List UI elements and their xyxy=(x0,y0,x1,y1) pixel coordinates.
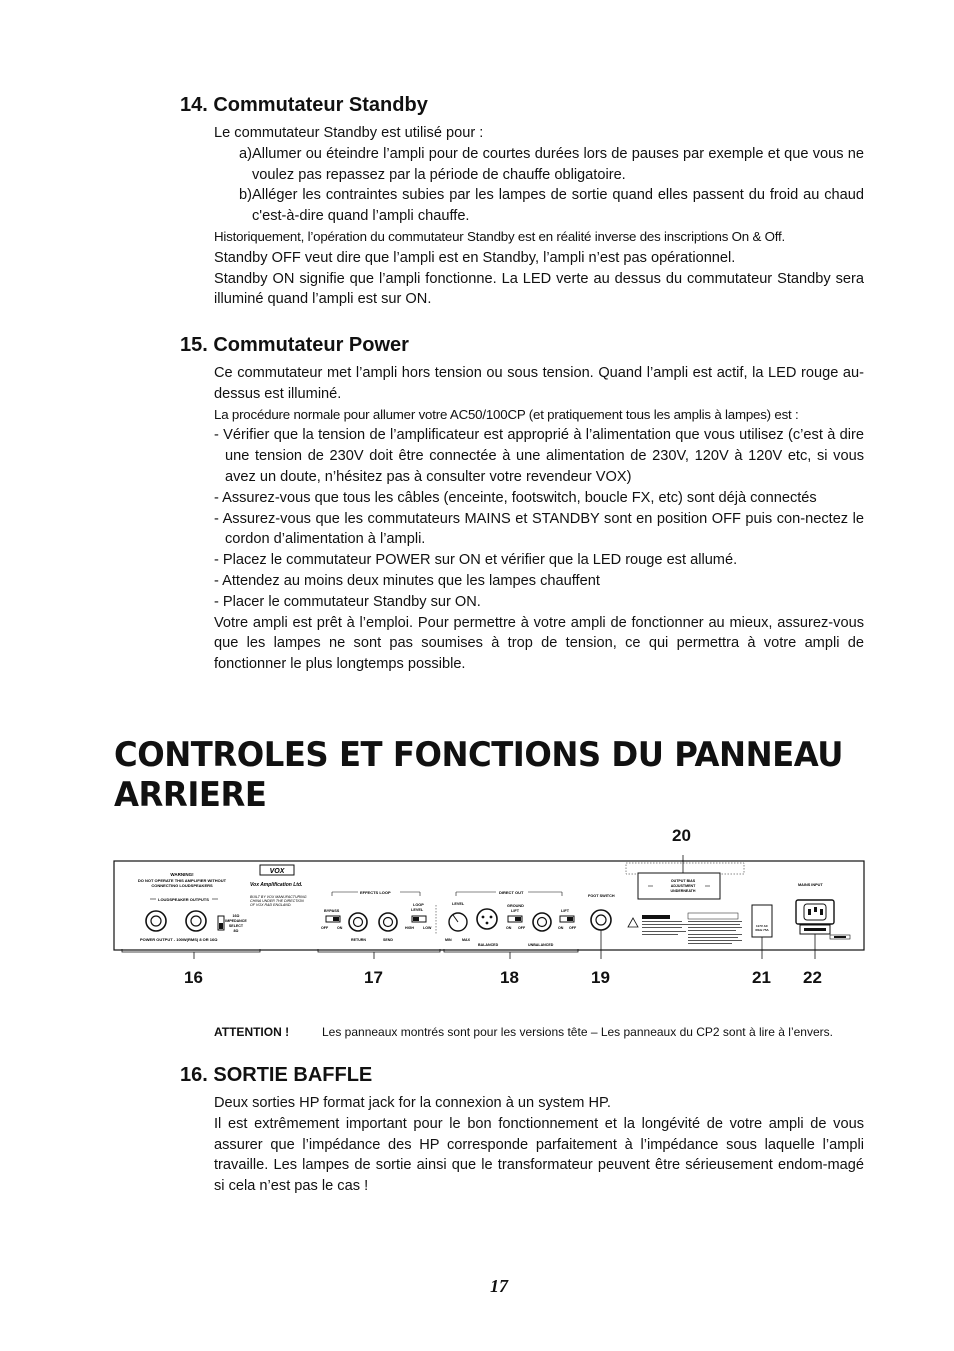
voltage-plate xyxy=(752,905,772,937)
footswitch-jack-icon[interactable] xyxy=(591,910,611,930)
attention-text: Les panneaux montrés sont pour les versions tête – Les panneaux du CP2 sont à lire à l’envers. xyxy=(322,1025,833,1039)
off-label: OFF xyxy=(518,926,526,930)
section-16-title: 16. SORTIE BAFFLE xyxy=(180,1064,373,1086)
on-label: ON xyxy=(506,926,512,930)
warning-line: DO NOT OPERATE THIS AMPLIFIER WITHOUT xyxy=(137,878,227,883)
return-jack-icon[interactable] xyxy=(349,913,367,931)
max-label: MAX xyxy=(462,938,470,942)
procedure-step: - Assurez-vous que tous les câbles (enceinte, footswitch, boucle FX, etc) sont déjà connectés xyxy=(214,489,817,506)
procedure-step: - Vérifier que la tension de l’amplificateur est approprié à l’alimentation que vous utilisez (c’est à dire une tension de 230V doit être connectée à une alimentation de 230V, 120V à 120V etc, si vous avez un doute, n’hésitez pas à consulter votre revendeur VOX) xyxy=(214,427,864,485)
callout-22: 22 xyxy=(803,968,822,987)
section-15-paragraph: La procédure normale pour allumer votre AC50/100CP (et pratiquement tous les amplis à lampes) est : xyxy=(214,406,799,422)
output-bias-label: UNDERNEATH xyxy=(670,889,696,893)
unbalanced-label: UNBALANCED xyxy=(528,943,554,947)
warning-title: WARNING! xyxy=(170,872,194,877)
section-15-paragraph: Votre ampli est prêt à l’emploi. Pour permettre à votre ampli de fonctionner au mieux, assurez-vous que les lampes ne sont pas soumises à trop de tension, ce qui permettra à votre ampli de fonctionner le plus longtemps possible. xyxy=(214,614,864,673)
impedance-label: 16Ω xyxy=(232,914,240,918)
impedance-label: IMPEDANCE xyxy=(225,919,247,923)
main-title: CONTROLES ET FONCTIONS DU PANNEAU ARRIERE xyxy=(114,735,844,815)
power-output-label: POWER OUTPUT - 100W(RMS) 8 OR 16Ω xyxy=(140,937,218,942)
made-in-line: OF VOX R&D ENGLAND. xyxy=(250,903,292,907)
send-jack-icon[interactable] xyxy=(379,913,397,931)
section-16-paragraph: Il est extrêmement important pour le bon fonctionnement et la longévité de votre ampli de vous assurer que l’impédance des HP corresponde parfaitement à l’impédance sous laquelle l’ampli travaille. Les lampes de sortie ainsi que le transformateur peuvent être sérieusement endom-magé si cela n’est pas le cas ! xyxy=(214,1115,864,1195)
made-in-line: CHINA UNDER THE DIRECTION xyxy=(250,899,304,903)
page-number: 17 xyxy=(490,1276,508,1296)
callout-21: 21 xyxy=(752,968,771,987)
section-15-title: 15. Commutateur Power xyxy=(180,334,409,356)
list-item-label: a) xyxy=(239,145,252,162)
warning-triangle-icon xyxy=(628,918,638,927)
voltage-label: 117V AC xyxy=(756,924,768,928)
loudspeaker-outputs-label: LOUDSPEAKER OUTPUTS xyxy=(158,897,209,902)
callout-16: 16 xyxy=(184,968,203,987)
min-label: MIN xyxy=(445,938,452,942)
callout-20: 20 xyxy=(672,826,691,845)
attention-note xyxy=(214,1025,833,1039)
callout-18: 18 xyxy=(500,968,519,987)
xlr-output-icon[interactable] xyxy=(477,909,497,929)
procedure-step: - Assurez-vous que les commutateurs MAINS et STANDBY sont en position OFF puis con-nectez le cordon d’alimentation à l’ampli. xyxy=(214,510,864,548)
section-14-paragraph: Standby ON signifie que l’ampli fonctionne. La LED verte au dessus du commutateur Standby sera illuminé quand l’ampli est sur ON. xyxy=(214,270,864,308)
foot-switch-label: FOOT SWITCH xyxy=(588,894,615,898)
unbalanced-jack-icon[interactable] xyxy=(533,913,551,931)
ground-lift-label: LIFT xyxy=(511,909,520,913)
off-label: OFF xyxy=(569,926,577,930)
callout-19: 19 xyxy=(591,968,610,987)
return-label: RETURN xyxy=(351,938,366,942)
low-label: LOW xyxy=(423,926,432,930)
list-item xyxy=(214,185,864,227)
ground-lift-label: GROUND xyxy=(507,904,524,908)
direct-out-label: DIRECT OUT xyxy=(499,890,524,895)
section-14-intro: Le commutateur Standby est utilisé pour : xyxy=(214,125,484,141)
procedure-step: - Attendez au moins deux minutes que les lampes chauffent xyxy=(214,572,600,589)
speaker-jack-icon[interactable] xyxy=(186,911,206,931)
maker-name: Vox Amplification Ltd. xyxy=(250,882,303,888)
vox-logo-text: VOX xyxy=(269,868,285,875)
level-label: LEVEL xyxy=(452,902,465,906)
rear-panel-diagram xyxy=(110,855,870,960)
warning-line: CONNECTING LOUDSPEAKERS xyxy=(151,883,213,888)
section-14-paragraph: Standby OFF veut dire que l’ampli est en Standby, l’ampli n’est pas opérationnel. xyxy=(214,249,736,266)
impedance-label: 8Ω xyxy=(233,929,239,933)
procedure-step: - Placer le commutateur Standby sur ON. xyxy=(214,593,481,610)
balanced-label: BALANCED xyxy=(478,943,499,947)
mains-input-label: MAINS INPUT xyxy=(798,883,823,887)
section-14-paragraph: Historiquement, l’opération du commutateur Standby est en réalité inverse des inscriptions On & Off. xyxy=(214,228,786,244)
callout-17: 17 xyxy=(364,968,383,987)
made-in-line: BUILT BY VOX MANUFACTURING xyxy=(250,895,307,899)
list-item-text: Alléger les contraintes subies par les lampes de sortie quand elles passent du froid au chaud c'est-à-dire quand l’ampli chauffe. xyxy=(252,187,864,225)
loop-level-label: LOOP xyxy=(413,903,424,907)
voltage-label: 60Hz 75A xyxy=(755,928,769,932)
list-item xyxy=(214,144,864,186)
section-16-body xyxy=(214,1093,864,1197)
send-label: SEND xyxy=(383,938,393,942)
output-bias-label: ADJUSTMENT xyxy=(670,884,696,888)
on-label: ON xyxy=(337,926,343,930)
effects-loop-label: EFFECTS LOOP xyxy=(360,890,391,895)
on-label: ON xyxy=(558,926,564,930)
list-item-label: b) xyxy=(239,187,252,204)
section-14-body xyxy=(214,123,864,310)
loop-level-label: LEVEL xyxy=(411,908,424,912)
section-14-title: 14. Commutateur Standby xyxy=(180,94,428,116)
speaker-jack-icon[interactable] xyxy=(146,911,166,931)
high-label: HIGH xyxy=(405,926,414,930)
section-15-body xyxy=(214,363,864,675)
output-bias-label: OUTPUT BIAS xyxy=(670,879,696,883)
list-item-text: Allumer ou éteindre l’ampli pour de courtes durées lors de pauses par exemple et que vous ne voulez pas repassez par la période de chauffe obligatoire. xyxy=(252,145,864,183)
impedance-label: SELECT xyxy=(228,924,244,928)
off-label: OFF xyxy=(321,926,329,930)
section-15-paragraph: Ce commutateur met l’ampli hors tension ou sous tension. Quand l’ampli est actif, la LED rouge au-dessus est illuminé. xyxy=(214,365,864,402)
bypass-label: BYPASS xyxy=(324,909,340,913)
lift-label: LIFT xyxy=(561,909,570,913)
attention-label: ATTENTION ! xyxy=(214,1025,290,1039)
section-16-paragraph: Deux sorties HP format jack for la connexion à un system HP. xyxy=(214,1095,611,1111)
procedure-step: - Placez le commutateur POWER sur ON et vérifier que la LED rouge est allumé. xyxy=(214,552,738,569)
